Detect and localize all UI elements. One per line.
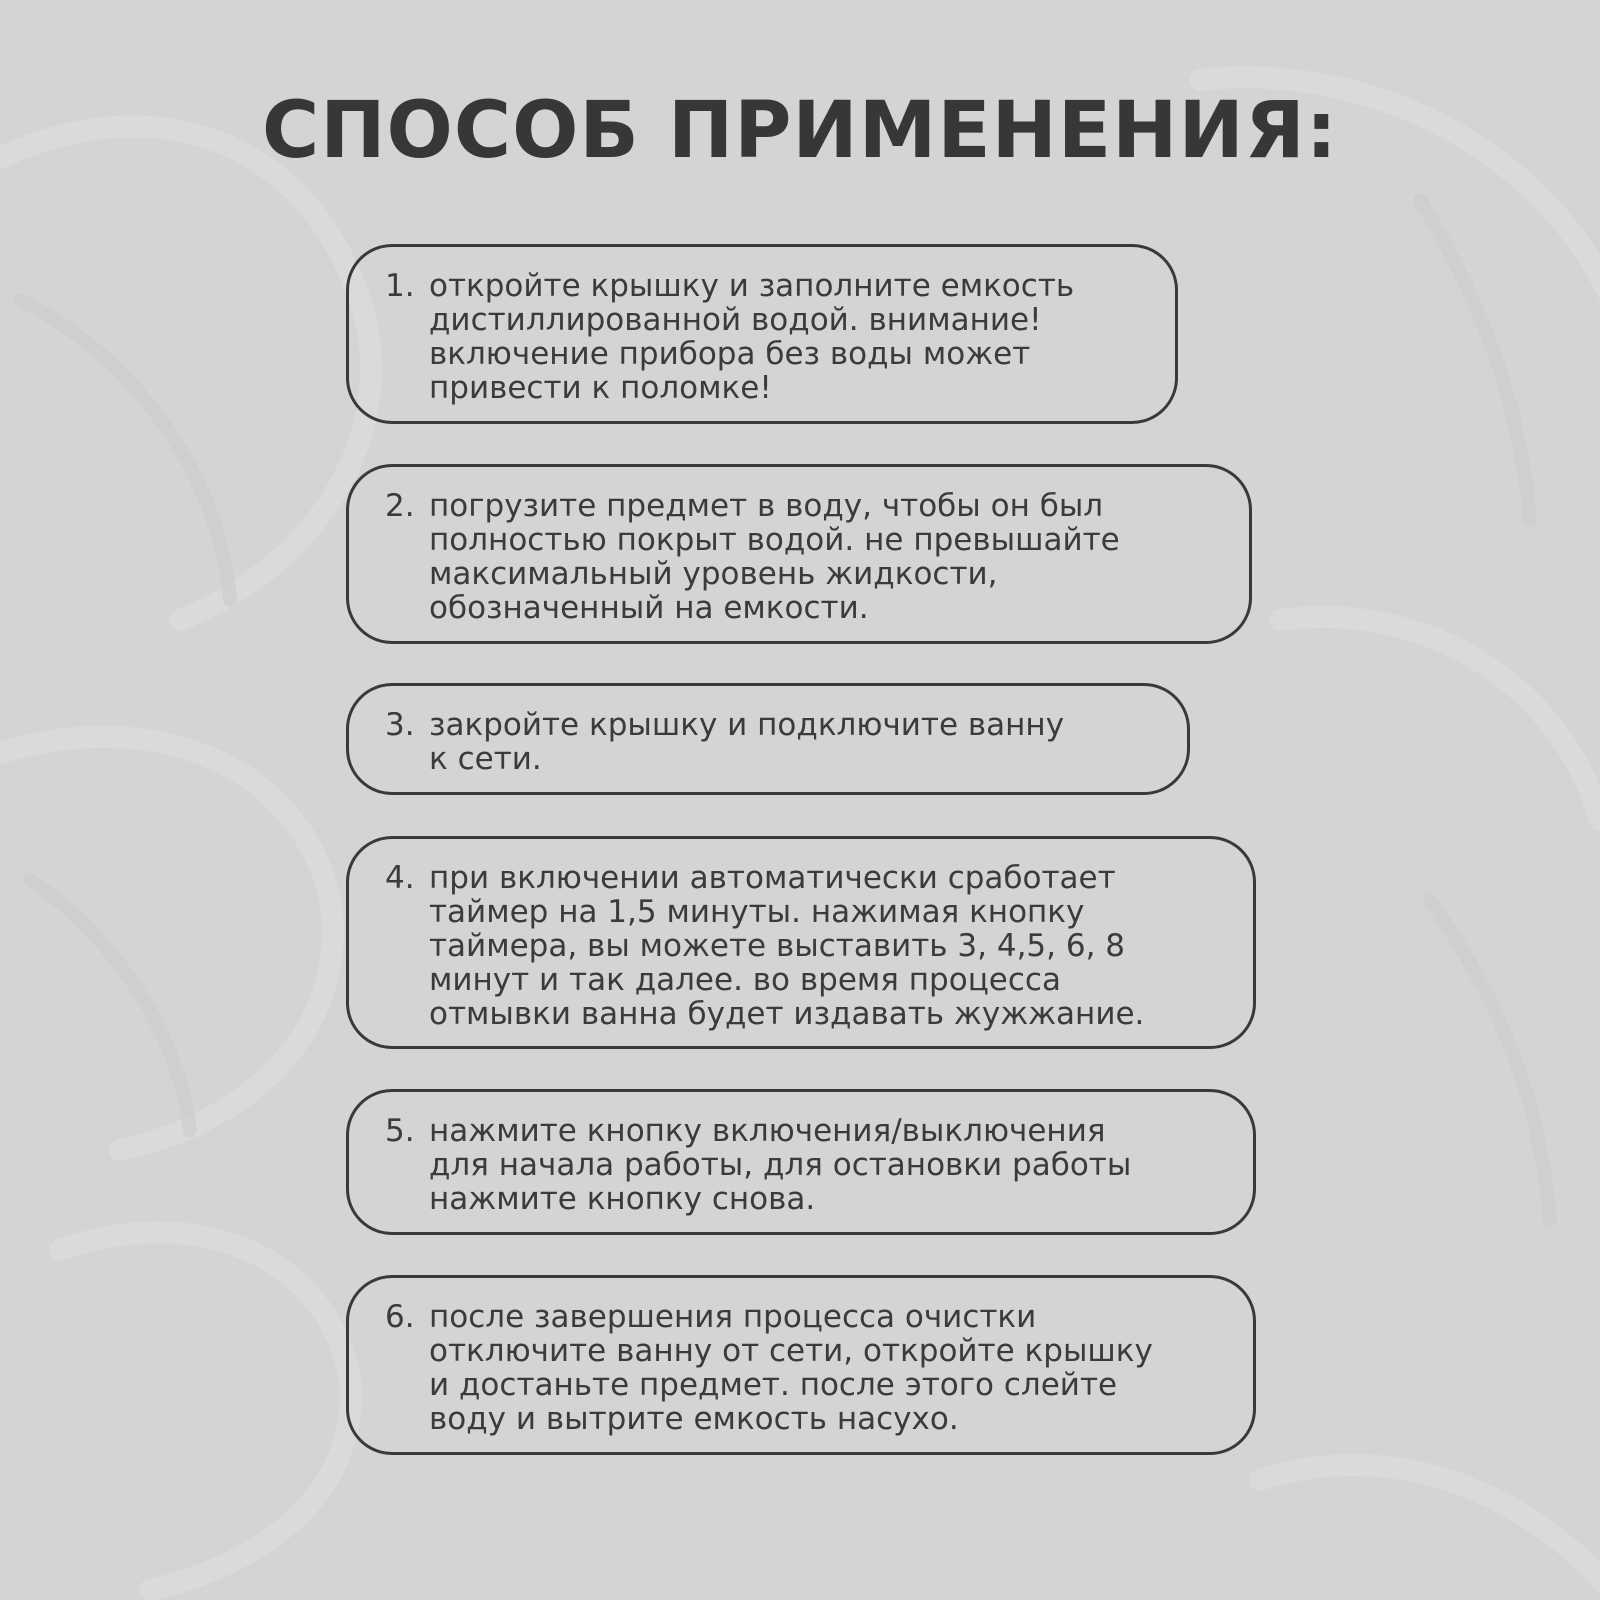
step-5-number: 5. bbox=[385, 1113, 415, 1149]
step-3-text: закройте крышку и подключите ванну к сети. bbox=[429, 707, 1065, 777]
step-6-text: после завершения процесса очистки отключите ванну от сети, откройте крышку и достаньте предмет. после этого слейте воду и вытрите емкость насухо. bbox=[429, 1299, 1153, 1437]
step-2-text: погрузите предмет в воду, чтобы он был полностью покрыт водой. не превышайте максимальный уровень жидкости, обозначенный на емкости. bbox=[429, 488, 1120, 626]
step-6-card bbox=[346, 1275, 1256, 1455]
step-4-card bbox=[346, 836, 1256, 1049]
step-6-number: 6. bbox=[385, 1299, 415, 1335]
step-4-text: при включении автоматически сработает таймер на 1,5 минуты. нажимая кнопку таймера, вы можете выставить 3, 4,5, 6, 8 минут и так далее. во время процесса отмывки ванна будет издавать жужжание. bbox=[429, 860, 1145, 1032]
step-2-number: 2. bbox=[385, 488, 415, 524]
step-3-card bbox=[346, 683, 1190, 795]
step-5-card bbox=[346, 1089, 1256, 1235]
step-3-number: 3. bbox=[385, 707, 415, 743]
step-5-text: нажмите кнопку включения/выключения для начала работы, для остановки работы нажмите кнопку снова. bbox=[429, 1113, 1132, 1217]
step-1-card bbox=[346, 244, 1178, 424]
step-1-text: откройте крышку и заполните емкость дистиллированной водой. внимание! включение прибора без воды может привести к поломке! bbox=[429, 268, 1075, 406]
page-title: СПОСОБ ПРИМЕНЕНИЯ: bbox=[262, 86, 1338, 176]
step-2-card bbox=[346, 464, 1252, 644]
step-1-number: 1. bbox=[385, 268, 415, 304]
step-4-number: 4. bbox=[385, 860, 415, 896]
